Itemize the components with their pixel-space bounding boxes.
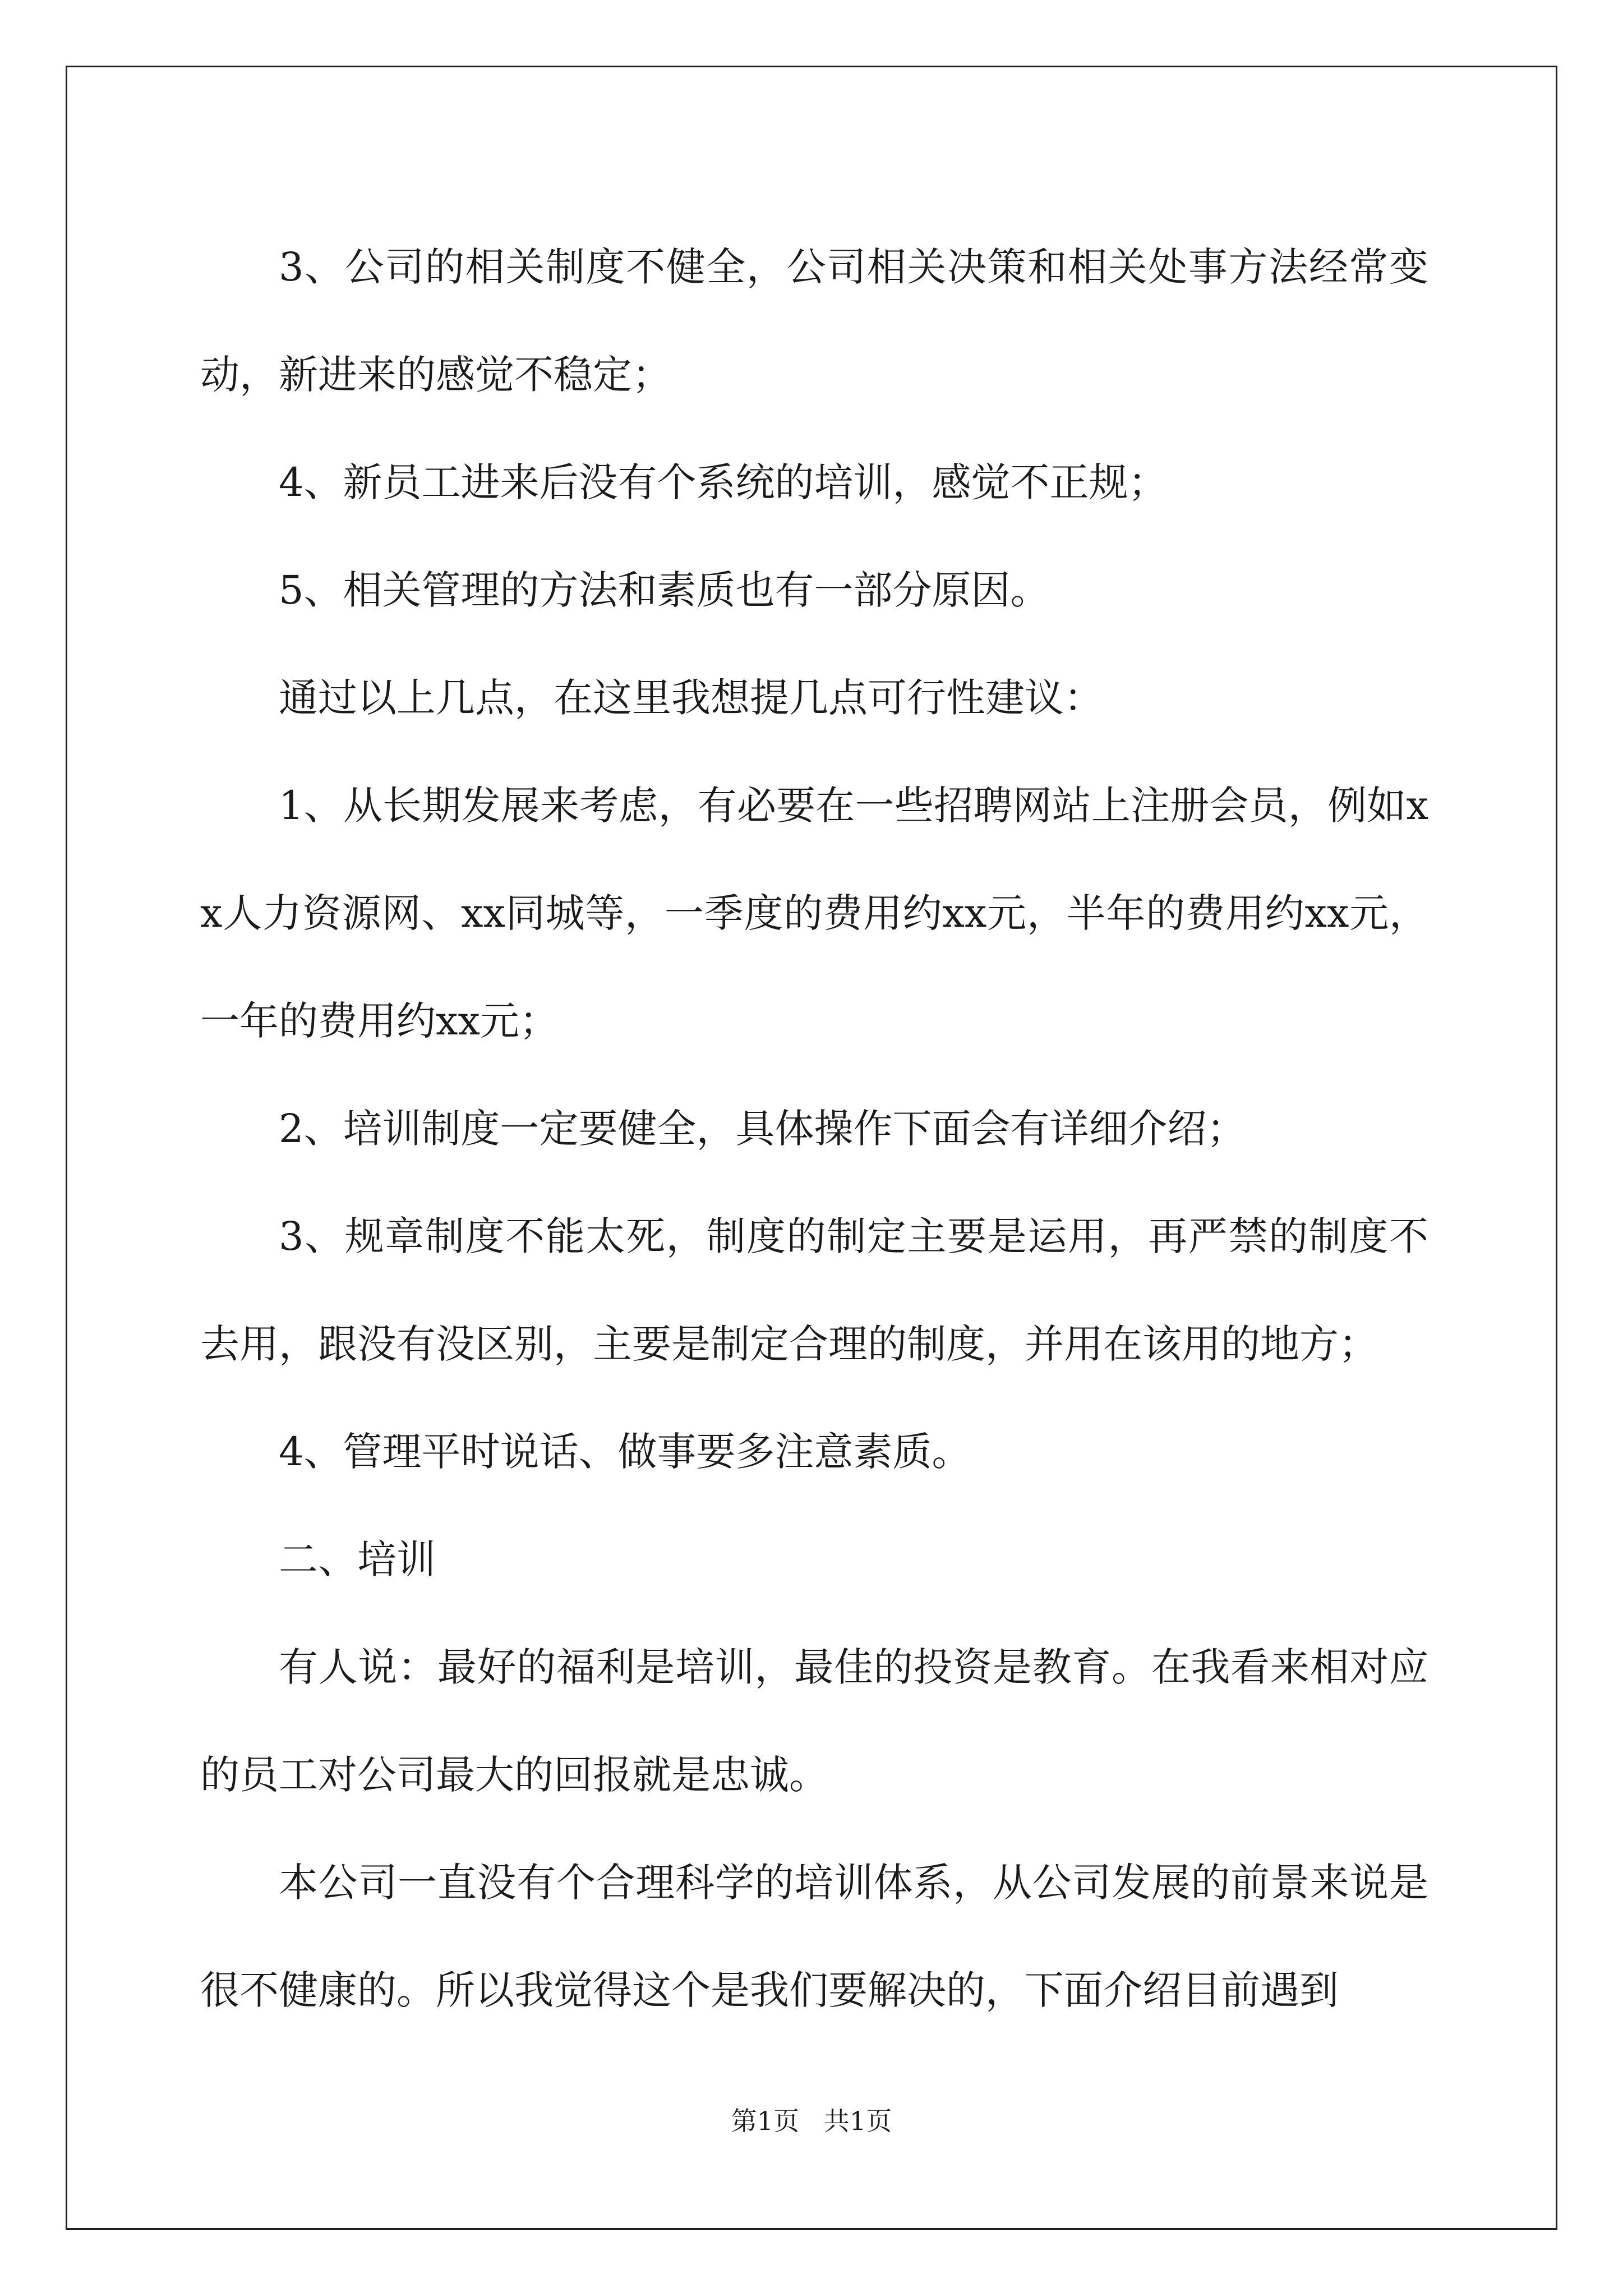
paragraph: 3、公司的相关制度不健全，公司相关决策和相关处事方法经常变动，新进来的感觉不稳定； bbox=[200, 244, 1428, 398]
paragraph: 4、新员工进来后没有个系统的培训，感觉不正规； bbox=[279, 459, 1168, 505]
paragraph: 4、管理平时说话、做事要多注意素质。 bbox=[279, 1429, 971, 1475]
page-number: 第1页 共1页 bbox=[731, 2106, 892, 2136]
paragraph: 1、从长期发展来考虑，有必要在一些招聘网站上注册会员，例如xx人力资源网、xx同城等，一季度的费用约xx元，半年的费用约xx元，一年的费用约xx元； bbox=[200, 783, 1428, 1044]
paragraph: 5、相关管理的方法和素质也有一部分原因。 bbox=[279, 567, 1050, 613]
section-heading: 二、培训 bbox=[279, 1536, 436, 1582]
paragraph: 3、规章制度不能太死，制度的制定主要是运用，再严禁的制度不去用，跟没有没区别，主要是制定合理的制度，并用在该用的地方； bbox=[200, 1213, 1428, 1367]
page-footer bbox=[0, 2101, 1623, 2138]
document-body bbox=[200, 213, 1428, 2044]
paragraph: 2、培训制度一定要健全，具体操作下面会有详细介绍； bbox=[279, 1106, 1246, 1152]
paragraph: 有人说：最好的福利是培训，最佳的投资是教育。在我看来相对应的员工对公司最大的回报就是忠诚。 bbox=[200, 1644, 1428, 1798]
paragraph: 通过以上几点，在这里我想提几点可行性建议： bbox=[279, 675, 1103, 721]
paragraph: 本公司一直没有个合理科学的培训体系，从公司发展的前景来说是很不健康的。所以我觉得这个是我们要解决的，下面介绍目前遇到 bbox=[200, 1860, 1428, 2013]
